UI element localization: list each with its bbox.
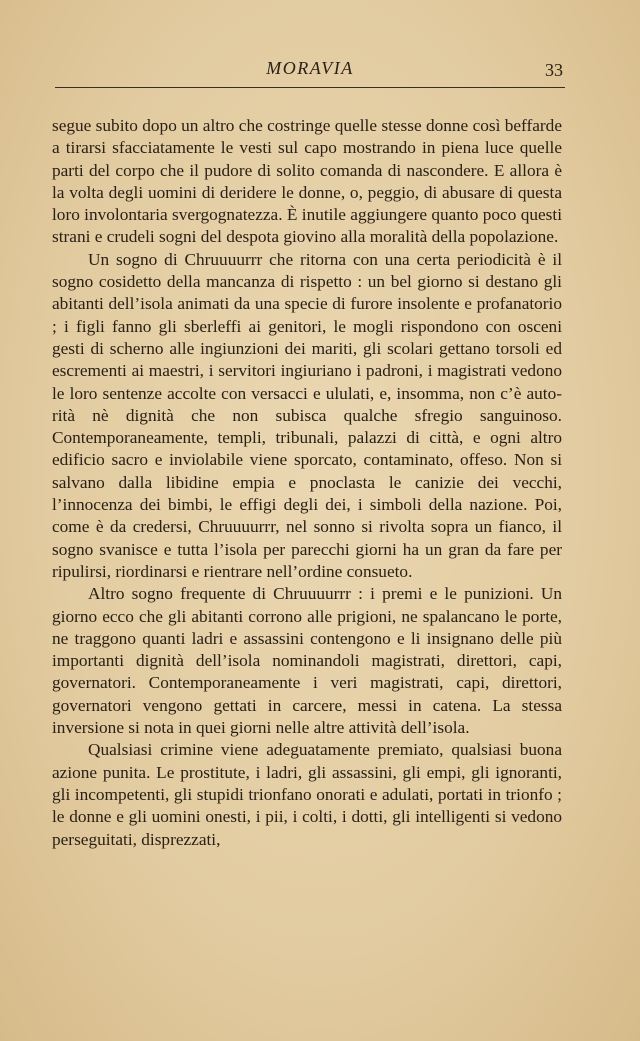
body-text [52, 115, 562, 851]
running-head: MORAVIA [266, 58, 354, 78]
paragraph-continued: segue subito dopo un altro che costringe quelle stesse donne così beffarde a tirarsi sfacciatamente le vesti sul capo mostrando in piena luce quelle parti del corpo che il pudore di solito comanda di nascondere. E allora è la volta degli uomini di deridere le donne, o, peggio, di abusare di questa loro involontaria svergognatezza. È inutile aggiungere quanto poco questi strani e crudeli sogni del despota giovino alla moralità della popolazione. [52, 116, 562, 247]
header-rule [55, 87, 565, 88]
page-header [55, 58, 565, 88]
paragraph: Un sogno di Chruuuurrr che ritorna con una certa periodicità è il sogno cosidetto della mancanza di rispetto : un bel giorno si destano gli abitanti dell’isola animati da una specie di furore insolente e profanatorio ; i figli fanno gli sberleffi ai genitori, le mogli rispondono con osceni gesti di scherno alle ingiunzioni dei mariti, gli scolari gettano torsoli ed escrementi ai maestri, i servitori ingiuriano i padroni, i magistrati vedono le loro sentenze accolte con versacci e ululati, e, insomma, non c’è autorità nè dignità che non subisca qualche sfregio sanguinoso. Contemporaneamente, templi, tribunali, palazzi di città, e ogni altro edificio sacro e inviolabile viene sporcato, contaminato, offeso. Non si salvano dalla libidine empia e pnoclasta le canizie dei vecchi, l’innocenza dei bimbi, le effigi degli dei, i simboli della nazione. Poi, come è da credersi, Chruuuurrr, nel sonno si rivolta sopra un fianco, il sogno svanisce e tutta l’isola per parecchi giorni ha un gran da fare per ripulirsi, riordinarsi e rientrare nell’ordine consueto. [52, 249, 562, 581]
page-number: 33 [545, 60, 563, 80]
paragraph: Qualsiasi crimine viene adeguatamente premiato, qualsiasi buona azione punita. Le prostitute, i ladri, gli assassini, gli empi, gli ignoranti, gli incompetenti, gli stupidi trionfano onorati e adulati, portati in trionfo ; le donne e gli uomini onesti, i pii, i colti, i dotti, gli intelligenti si vedono perseguitati, disprezzati, [52, 740, 562, 849]
paragraph: Altro sogno frequente di Chruuuurrr : i premi e le punizioni. Un giorno ecco che gli abitanti corrono alle prigioni, ne spalancano le porte, ne traggono quanti ladri e assassini contengono e li insignano delle più importanti dignità dell’isola nominandoli magistrati, direttori, capi, governatori. Contemporaneamente i veri magistrati, capi, direttori, governatori vengono gettati in carcere, messi in catena. La stessa inversione si nota in quei giorni nelle altre attività dell’isola. [52, 584, 562, 738]
